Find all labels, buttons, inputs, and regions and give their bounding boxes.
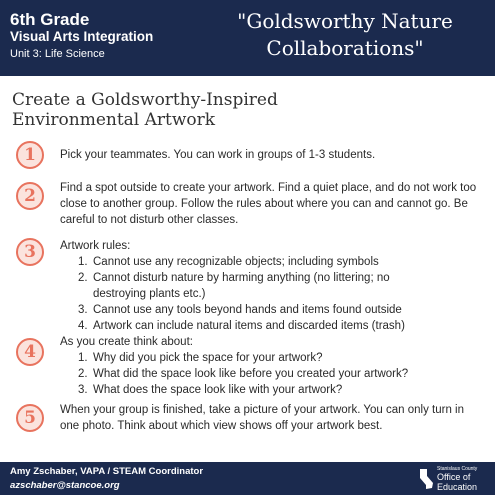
- step-number-badge: 2: [16, 182, 44, 210]
- step-body: [60, 334, 485, 398]
- list-item-number: 2.: [78, 368, 88, 380]
- lesson-title: [200, 8, 490, 62]
- logo-education-text: Education: [437, 482, 478, 492]
- list-item: [78, 366, 485, 382]
- step-intro: As you create think about:: [60, 336, 193, 348]
- list-item-text: Cannot use any recognizable objects; including symbols: [93, 256, 379, 268]
- step-number-badge: 3: [16, 238, 44, 266]
- list-item-text: Cannot use any tools beyond hands and items found outside: [93, 304, 402, 316]
- state-outline-icon: [418, 468, 434, 490]
- subtitle-line1: Create a Goldsworthy-Inspired: [12, 90, 278, 110]
- step-text: When your group is finished, take a picture of your artwork. You can only turn in one photo. Think about which view shows off your artwork best.: [60, 404, 464, 432]
- logo-county-text: Stanislaus County: [437, 466, 478, 472]
- step-text: Pick your teammates. You can work in groups of 1-3 students.: [60, 149, 376, 161]
- step-body: [60, 238, 485, 334]
- list-item-number: 1.: [78, 256, 88, 268]
- list-item: [78, 302, 485, 318]
- rules-list: [60, 254, 485, 334]
- course-label: Visual Arts Integration: [10, 29, 154, 44]
- step-number-badge: 5: [16, 404, 44, 432]
- list-item: [78, 270, 485, 302]
- list-item-text: What did the space look like before you created your artwork?: [93, 368, 409, 380]
- page-subtitle: [12, 90, 332, 130]
- coordinator-name: Amy Zschaber, VAPA / STEAM Coordinator: [10, 466, 204, 477]
- logo-office-text: Office of: [437, 472, 471, 482]
- step-intro: Artwork rules:: [60, 240, 131, 252]
- lesson-title-line2: Collaborations": [266, 36, 424, 60]
- office-of-education-logo: [418, 466, 493, 494]
- list-item-number: 3.: [78, 384, 88, 396]
- step-number-badge: 1: [16, 141, 44, 169]
- list-item-text: Why did you pick the space for your artwork?: [93, 352, 323, 364]
- header-banner: [0, 0, 495, 76]
- lesson-title-line1: "Goldsworthy Nature: [237, 9, 453, 33]
- step-number-badge: 4: [16, 338, 44, 366]
- list-item-number: 1.: [78, 352, 88, 364]
- list-item: [78, 382, 485, 398]
- unit-label: Unit 3: Life Science: [10, 48, 105, 60]
- grade-label: 6th Grade: [10, 10, 90, 29]
- list-item-number: 4.: [78, 320, 88, 332]
- list-item-text: Cannot disturb nature by harming anything (no littering; no: [93, 272, 390, 284]
- list-item-text: Artwork can include natural items and discarded items (trash): [93, 320, 405, 332]
- coordinator-email: azschaber@stancoe.org: [10, 480, 120, 491]
- list-item: [78, 254, 485, 270]
- list-item-number: 3.: [78, 304, 88, 316]
- step-text: Find a spot outside to create your artwork. Find a quiet place, and do not work too close to another group. Follow the rules about where you can and cannot go. Be careful to not disturb other classes.: [60, 182, 477, 226]
- list-item-text-continued: destroying plants etc.): [93, 288, 206, 300]
- subtitle-line2: Environmental Artwork: [12, 110, 216, 130]
- list-item-number: 2.: [78, 272, 88, 284]
- footer-banner: [0, 462, 495, 495]
- list-item: [78, 350, 485, 366]
- list-item-text: What does the space look like with your artwork?: [93, 384, 343, 396]
- list-item: [78, 318, 485, 334]
- questions-list: [60, 350, 485, 398]
